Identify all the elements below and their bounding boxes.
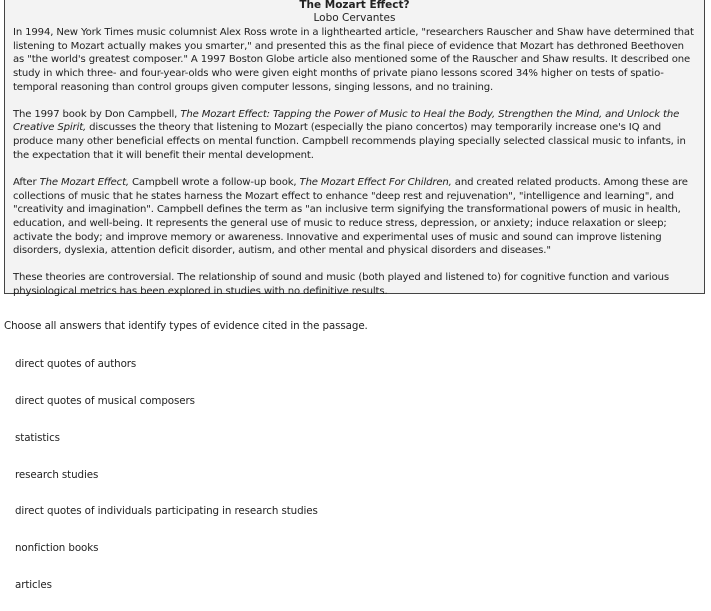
option-direct-quotes-participants[interactable]: direct quotes of individuals participating in research studies [15, 505, 318, 517]
option-research-studies[interactable]: research studies [15, 469, 99, 481]
paragraph-4: These theories are controversial. The relationship of sound and music (both played and listened to) for cognitive function and various physiological metrics has been explored in studies with no definitive results. [13, 272, 669, 297]
option-statistics[interactable]: statistics [15, 432, 60, 444]
book-title-mozart-effect: The Mozart Effect, [39, 176, 129, 188]
option-direct-quotes-composers[interactable]: direct quotes of musical composers [15, 395, 195, 407]
book-title-mozart-effect-children: The Mozart Effect For Children, [299, 176, 452, 188]
passage-author: Lobo Cervantes [313, 12, 396, 24]
paragraph-2-text-start: The 1997 book by Don Campbell, [13, 108, 181, 120]
question-prompt: Choose all answers that identify types of evidence cited in the passage. [4, 320, 368, 332]
paragraph-3-text-end: and created related products. Among these are collections of music that he states harness the Mozart effect to enhance "deep rest and rejuvenation", "intelligence and learning", and "creativity and imagination". Campbell defines the term as "an inclusive term signifying the transformational powers of music in health, education, and well-being. It represents the general use of music to reduce stress, depression, or anxiety; induce relaxation or sleep; activate the body; and improve memory or awareness. Innovative and experimental uses of music and sound can improve listening disorders, dyslexia, attention deficit disorder, autism, and other mental and physical disorders and diseases." [13, 176, 688, 257]
option-articles[interactable]: articles [15, 579, 52, 591]
paragraph-3-text-mid: Campbell wrote a follow-up book, [128, 176, 300, 188]
passage-box [4, 0, 705, 297]
book-title-mozart-effect-full: The Mozart Effect: Tapping the Power of Music to Heal the Body, Strengthen the Mind, and Unlock the Creative Spirit, [13, 108, 680, 134]
paragraph-2-text-end: discusses the theory that listening to Mozart (especially the piano concertos) may temporarily increase one's IQ and produce many other beneficial effects on mental function. Campbell recommends playing specially selected classical music to infants, in the expectation that it will benefit their mental development. [13, 122, 686, 161]
paragraph-2 [13, 108, 696, 163]
paragraph-1: In 1994, New York Times music columnist Alex Ross wrote in a lighthearted article, "researchers Rauscher and Shaw have determined that listening to Mozart actually makes you smarter," and presented this as the final piece of evidence that Mozart has dethroned Beethoven as "the world's greatest composer." A 1997 Boston Globe article also mentioned some of the Rauscher and Shaw results. It described one study in which three- and four-year-olds who were given eight months of private piano lessons scored 34% higher on tests of spatio-temporal reasoning than control groups given computer lessons, singing lessons, and no training. [13, 27, 694, 93]
paragraph-3-text-start: After [13, 176, 40, 188]
paragraph-3 [13, 176, 696, 258]
passage-title: The Mozart Effect? [299, 0, 410, 11]
option-nonfiction-books[interactable]: nonfiction books [15, 542, 99, 554]
option-direct-quotes-authors[interactable]: direct quotes of authors [15, 358, 137, 370]
